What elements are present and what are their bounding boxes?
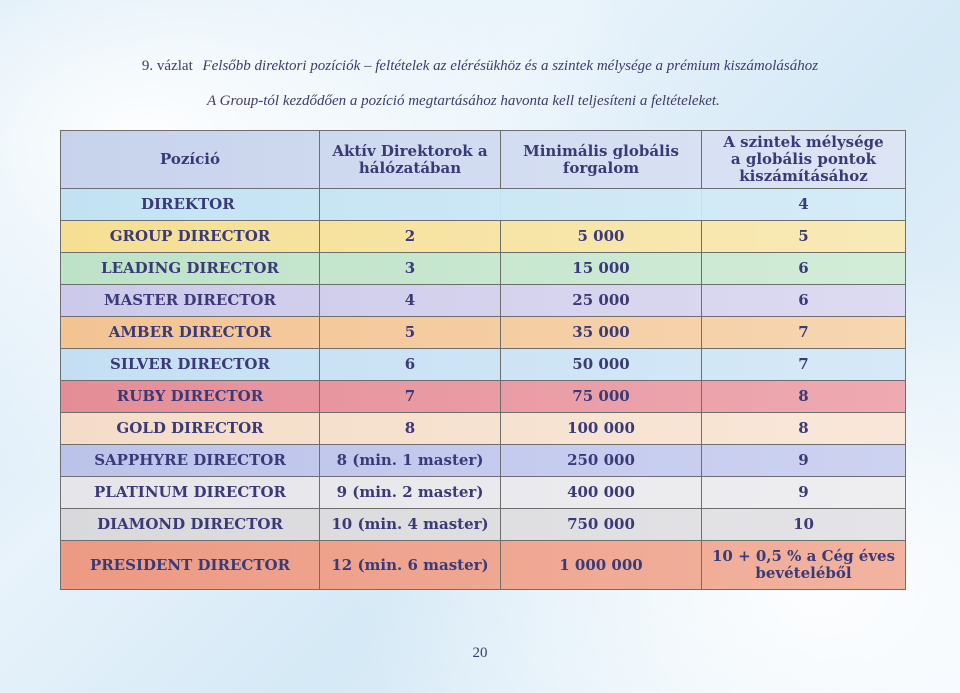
cell-position: AMBER DIRECTOR bbox=[61, 317, 320, 349]
cell-position: PRESIDENT DIRECTOR bbox=[61, 541, 320, 590]
header-active-directors: Aktív Direktorok a hálózatában bbox=[320, 131, 501, 189]
cell-position: LEADING DIRECTOR bbox=[61, 253, 320, 285]
cell-position: MASTER DIRECTOR bbox=[61, 285, 320, 317]
header-level-depth: A szintek mélysége a globális pontok kiszámításához bbox=[702, 131, 906, 189]
cell-active: 5 bbox=[320, 317, 501, 349]
cell-depth: 4 bbox=[702, 189, 906, 221]
cell-active bbox=[320, 189, 501, 221]
cell-depth: 8 bbox=[702, 413, 906, 445]
cell-position: SAPPHYRE DIRECTOR bbox=[61, 445, 320, 477]
table-row bbox=[61, 317, 906, 349]
cell-position: SILVER DIRECTOR bbox=[61, 349, 320, 381]
cell-turnover: 1 000 000 bbox=[501, 541, 702, 590]
table-row bbox=[61, 509, 906, 541]
table-row bbox=[61, 541, 906, 590]
cell-active: 9 (min. 2 master) bbox=[320, 477, 501, 509]
cell-depth: 10 bbox=[702, 509, 906, 541]
cell-depth-line1: 10 + 0,5 % a Cég éves bbox=[711, 547, 896, 565]
cell-active: 10 (min. 4 master) bbox=[320, 509, 501, 541]
cell-turnover: 50 000 bbox=[501, 349, 702, 381]
cell-depth: 8 bbox=[702, 381, 906, 413]
figure-subtitle: A Group-tól kezdődően a pozíció megtartásához havonta kell teljesíteni a feltételeket. bbox=[207, 93, 720, 109]
table-row bbox=[61, 349, 906, 381]
table-row bbox=[61, 477, 906, 509]
table-row bbox=[61, 221, 906, 253]
cell-depth: 6 bbox=[702, 253, 906, 285]
cell-position: DIAMOND DIRECTOR bbox=[61, 509, 320, 541]
cell-turnover: 15 000 bbox=[501, 253, 702, 285]
table-row bbox=[61, 381, 906, 413]
cell-active: 2 bbox=[320, 221, 501, 253]
cell-position: GOLD DIRECTOR bbox=[61, 413, 320, 445]
cell-active: 8 bbox=[320, 413, 501, 445]
table-row bbox=[61, 445, 906, 477]
cell-position: RUBY DIRECTOR bbox=[61, 381, 320, 413]
cell-depth: 5 bbox=[702, 221, 906, 253]
cell-active: 7 bbox=[320, 381, 501, 413]
figure-title: Felsőbb direktori pozíciók – feltételek az elérésükhöz és a szintek mélysége a prémium kiszámolásához bbox=[202, 58, 819, 74]
cell-turnover: 75 000 bbox=[501, 381, 702, 413]
cell-turnover: 35 000 bbox=[501, 317, 702, 349]
figure-caption bbox=[0, 58, 960, 75]
table-header-row bbox=[61, 131, 906, 189]
header-position: Pozíció bbox=[61, 131, 320, 189]
cell-turnover: 100 000 bbox=[501, 413, 702, 445]
cell-depth bbox=[702, 541, 906, 590]
cell-depth: 7 bbox=[702, 317, 906, 349]
cell-active: 6 bbox=[320, 349, 501, 381]
director-positions-table bbox=[60, 130, 906, 590]
table-row bbox=[61, 253, 906, 285]
cell-turnover: 5 000 bbox=[501, 221, 702, 253]
cell-turnover: 25 000 bbox=[501, 285, 702, 317]
cell-turnover: 750 000 bbox=[501, 509, 702, 541]
cell-active: 3 bbox=[320, 253, 501, 285]
cell-active: 8 (min. 1 master) bbox=[320, 445, 501, 477]
cell-active: 4 bbox=[320, 285, 501, 317]
cell-depth: 7 bbox=[702, 349, 906, 381]
cell-position: DIREKTOR bbox=[61, 189, 320, 221]
table-row bbox=[61, 413, 906, 445]
cell-turnover: 250 000 bbox=[501, 445, 702, 477]
cell-turnover bbox=[501, 189, 702, 221]
cell-depth: 6 bbox=[702, 285, 906, 317]
cell-active: 12 (min. 6 master) bbox=[320, 541, 501, 590]
table-row bbox=[61, 285, 906, 317]
cell-depth: 9 bbox=[702, 445, 906, 477]
cell-position: GROUP DIRECTOR bbox=[61, 221, 320, 253]
cell-position: PLATINUM DIRECTOR bbox=[61, 477, 320, 509]
cell-depth: 9 bbox=[702, 477, 906, 509]
page-number: 20 bbox=[472, 645, 488, 661]
cell-turnover: 400 000 bbox=[501, 477, 702, 509]
header-min-turnover: Minimális globális forgalom bbox=[501, 131, 702, 189]
table-row bbox=[61, 189, 906, 221]
figure-number: 9. vázlat bbox=[141, 58, 193, 74]
cell-depth-line2: bevételéből bbox=[755, 564, 852, 582]
